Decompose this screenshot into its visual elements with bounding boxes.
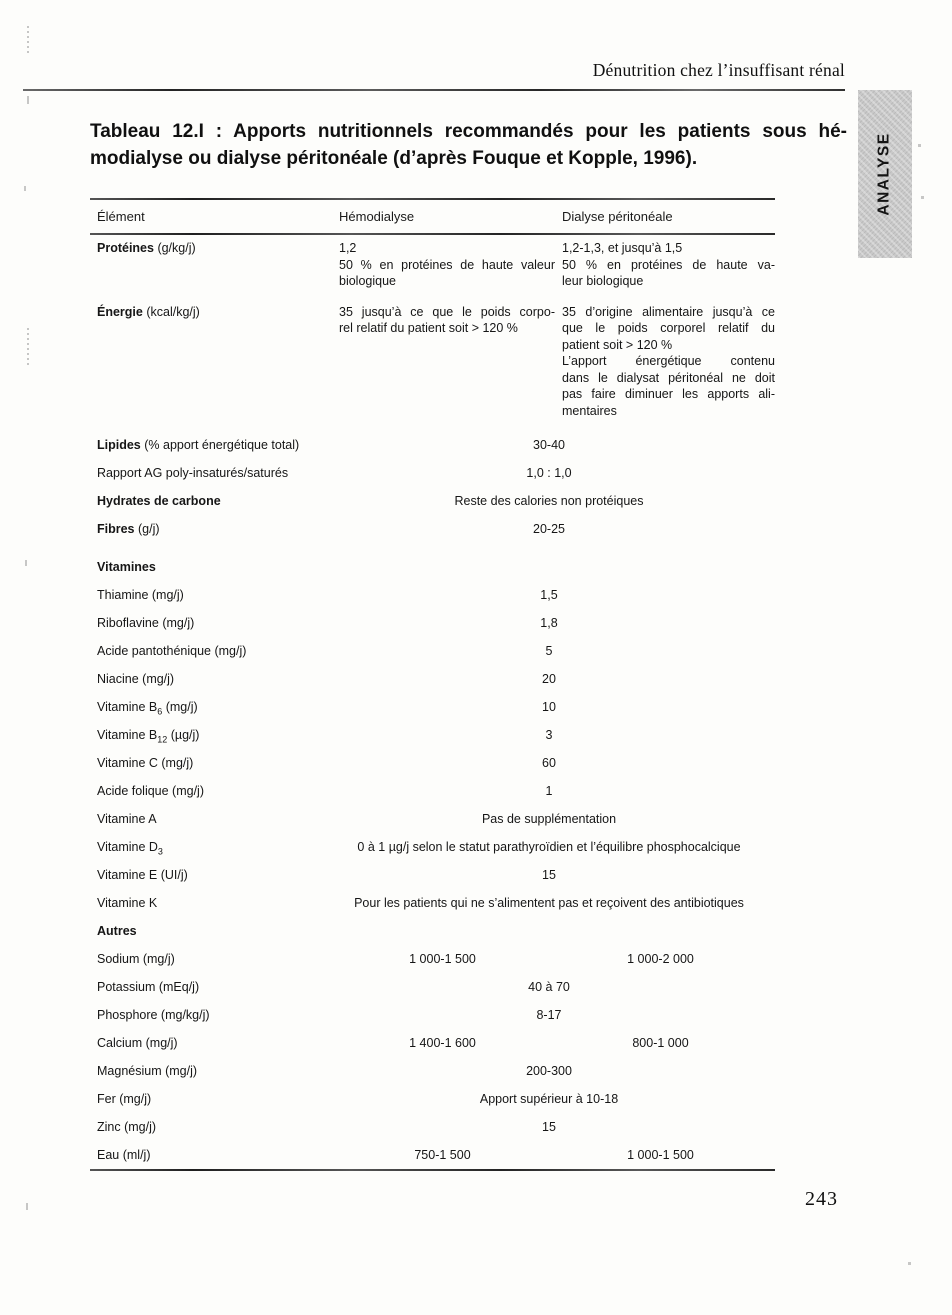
scan-artifact: [24, 186, 26, 191]
table-title-line2: modialyse ou dialyse péritonéale (d’après Fouque et Kopple, 1996).: [90, 147, 698, 169]
table-row: [90, 861, 775, 889]
table-row: [90, 459, 775, 487]
table-row: [90, 637, 775, 665]
row-value-hemodialyse: 750-1 500: [414, 1148, 471, 1162]
table-row: [90, 805, 775, 833]
row-label: Potassium (mEq/j): [97, 980, 200, 994]
table-row: [90, 889, 775, 917]
table-section-heading: [90, 553, 775, 581]
row-label: Protéines (g/kg/j): [97, 241, 196, 255]
row-value: 1,0 : 1,0: [526, 466, 572, 480]
row-value: 8-17: [536, 1008, 562, 1022]
row-label: Niacine (mg/j): [97, 672, 175, 686]
row-label: Magnésium (mg/j): [97, 1064, 198, 1078]
table-row: [90, 431, 775, 459]
table-row: [90, 693, 775, 721]
row-label: Vitamine $D_3$: [97, 840, 163, 857]
row-label: Vitamine A: [97, 812, 157, 826]
table-row: [90, 515, 775, 543]
table-row: [90, 240, 775, 290]
table-row: [90, 1113, 775, 1141]
row-value: Pour les patients qui ne s’alimentent pas et reçoivent des antibiotiques: [354, 896, 744, 910]
row-value: 3: [545, 728, 553, 742]
row-value: 0 à 1 µg/j selon le statut parathyroïdien et l’équilibre phosphocalcique: [357, 840, 741, 854]
header-rule: [23, 89, 845, 91]
row-label: Vitamine K: [97, 896, 158, 910]
table-row: [90, 1057, 775, 1085]
row-value: 1: [545, 784, 553, 798]
column-header-element: Élément: [97, 209, 145, 224]
table-row: [90, 487, 775, 515]
column-header-dialyse-peritoneale: Dialyse péritonéale: [562, 209, 673, 224]
table-row: [90, 665, 775, 693]
scan-artifact: [27, 26, 29, 56]
row-label: Sodium (mg/j): [97, 952, 175, 966]
row-value-hemodialyse: 1 400-1 600: [409, 1036, 476, 1050]
row-label: Lipides (% apport énergétique total): [97, 438, 300, 452]
row-value: 5: [545, 644, 553, 658]
row-value-hemodialyse: 35 jusqu’à ce que le poids corpo- rel relatif du patient soit > 120 %: [339, 304, 555, 335]
nutrition-table: [90, 198, 775, 1171]
row-value: 60: [542, 756, 556, 770]
table-row: [90, 973, 775, 1001]
row-label: Vitamine E (UI/j): [97, 868, 188, 882]
section-heading-label: Autres: [97, 924, 137, 938]
row-value: Apport supérieur à 10-18: [479, 1092, 619, 1106]
scan-artifact: [25, 560, 27, 566]
table-body: [90, 235, 775, 1169]
scan-artifact: [918, 144, 921, 147]
row-value: 20: [542, 672, 556, 686]
table-row: [90, 1001, 775, 1029]
table-header-row: [90, 200, 775, 233]
row-label: Eau (ml/j): [97, 1148, 151, 1162]
row-value: 1,5: [540, 588, 558, 602]
row-value: 15: [542, 1120, 556, 1134]
row-value-dialyse-peritoneale: 35 d’origine alimentaire jusqu’à ce que le poids corporel relatif du patient soit > 120 % L’apport énergétique contenu dans le dialysat péritonéal ne doit pas faire diminuer les apports ali- mentaires: [562, 304, 775, 418]
scan-artifact: [921, 196, 924, 199]
table-row: [90, 749, 775, 777]
row-value: 20-25: [533, 522, 565, 536]
row-label: Hydrates de carbone: [97, 494, 221, 508]
table-row: [90, 777, 775, 805]
row-value: 10: [542, 700, 556, 714]
row-value-hemodialyse: 1 000-1 500: [409, 952, 476, 966]
column-header-hemodialyse: Hémodialyse: [339, 209, 415, 224]
row-label: Fibres (g/j): [97, 522, 160, 536]
table-section-heading: [90, 917, 775, 945]
table-row: [90, 945, 775, 973]
row-label: Fer (mg/j): [97, 1092, 152, 1106]
table-title-line1: Tableau 12.I : Apports nutritionnels recommandés pour les patients sous hé-: [90, 121, 847, 142]
table-row: [90, 304, 775, 420]
row-value-dialyse-peritoneale: 1,2-1,3, et jusqu’à 1,5 50 % en protéines de haute va- leur biologique: [562, 241, 775, 288]
page-number: 243: [805, 1188, 838, 1210]
row-label: Acide pantothénique (mg/j): [97, 644, 247, 658]
row-label: Rapport AG poly-insaturés/saturés: [97, 466, 289, 480]
table-row: [90, 721, 775, 749]
row-value: 200-300: [526, 1064, 572, 1078]
section-tab-label: ANALYSE: [876, 132, 893, 216]
scan-artifact: [27, 96, 29, 104]
table-row: [90, 581, 775, 609]
row-value: 40 à 70: [528, 980, 570, 994]
row-value-dialyse-peritoneale: 800-1 000: [632, 1036, 689, 1050]
row-value-dialyse-peritoneale: 1 000-1 500: [627, 1148, 694, 1162]
row-label: Phosphore (mg/kg/j): [97, 1008, 210, 1022]
row-value-hemodialyse: 1,2 50 % en protéines de haute valeur biologique: [339, 241, 555, 288]
row-label: Vitamine C (mg/j): [97, 756, 194, 770]
table-row: [90, 609, 775, 637]
row-value: 1,8: [540, 616, 558, 630]
row-label: Vitamine $B_6$ (mg/j): [97, 700, 198, 717]
row-value-dialyse-peritoneale: 1 000-2 000: [627, 952, 694, 966]
table-row: [90, 1141, 775, 1169]
row-label: Énergie (kcal/kg/j): [97, 304, 200, 319]
table-title: [90, 119, 847, 172]
table-row: [90, 1085, 775, 1113]
table-bottom-rule: [90, 1169, 775, 1171]
row-label: Riboflavine (mg/j): [97, 616, 195, 630]
section-tab-analyse: [858, 90, 912, 258]
section-heading-label: Vitamines: [97, 560, 156, 574]
running-header: Dénutrition chez l’insuffisant rénal: [592, 60, 845, 80]
scan-artifact: [908, 1262, 911, 1265]
row-label: Thiamine (mg/j): [97, 588, 184, 602]
row-label: Zinc (mg/j): [97, 1120, 157, 1134]
table-row: [90, 1029, 775, 1057]
row-value: Pas de supplémentation: [481, 812, 617, 826]
row-label: Calcium (mg/j): [97, 1036, 178, 1050]
scan-artifact: [27, 328, 29, 366]
row-value: Reste des calories non protéiques: [454, 494, 644, 508]
row-label: Vitamine $B_{12}$ (µg/j): [97, 728, 200, 745]
scan-artifact: [26, 1203, 28, 1210]
row-label: Acide folique (mg/j): [97, 784, 204, 798]
row-value: 30-40: [533, 438, 565, 452]
row-value: 15: [542, 868, 556, 882]
table-row: [90, 833, 775, 861]
